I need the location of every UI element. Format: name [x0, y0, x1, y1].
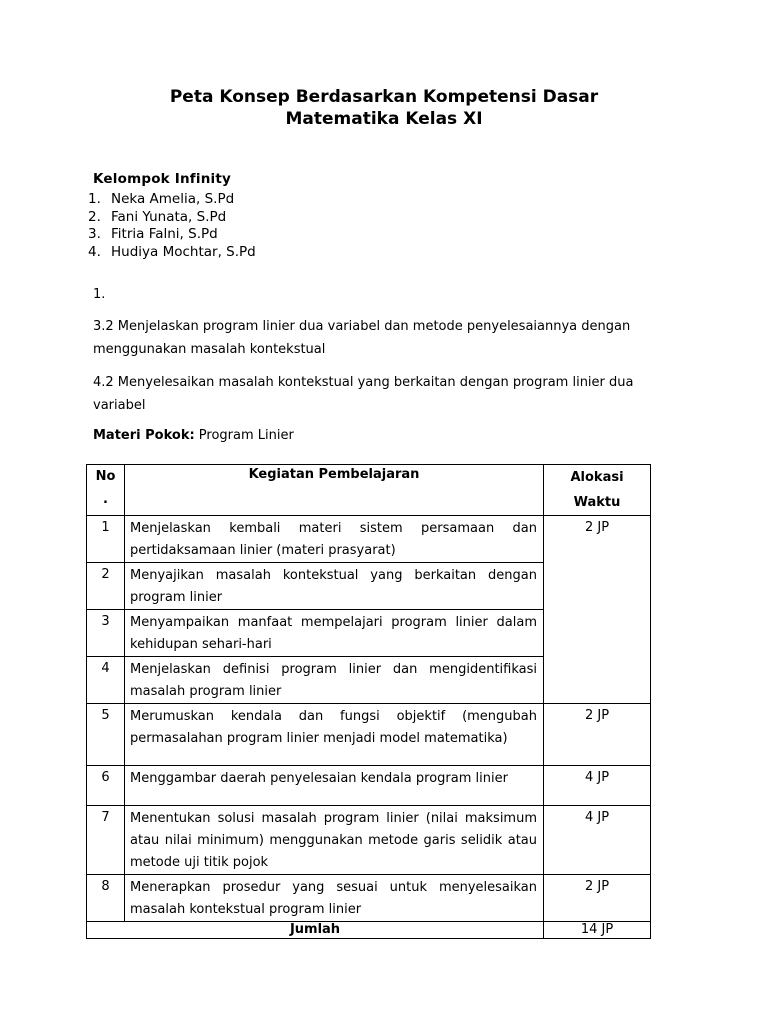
materi-pokok	[93, 428, 294, 443]
table-row	[87, 806, 651, 875]
activity-text: Menerapkan prosedur yang sesuai untuk menyelesaikan masalah kontekstual program linier	[130, 880, 537, 917]
member-item	[88, 226, 256, 244]
allocation-cell	[544, 766, 651, 806]
table-row	[87, 766, 651, 806]
row-number: 7	[101, 810, 110, 825]
row-number-cell	[87, 875, 125, 922]
activity-text: Menggambar daerah penyelesaian kendala program linier	[130, 771, 508, 786]
member-number: 2.	[88, 208, 101, 225]
activity-text: Menentukan solusi masalah program linier (nilai maksimum atau nilai minimum) menggunakan metode garis selidik atau metode uji titik pojok	[130, 811, 537, 870]
member-number: 1.	[88, 191, 101, 207]
member-name: Fitria Falni, S.Pd	[111, 226, 218, 242]
table-total-row	[87, 922, 651, 939]
activity-text: Menyajikan masalah kontekstual yang berkaitan dengan program linier	[130, 568, 537, 605]
table-header-row	[87, 465, 651, 516]
kd-4-2-text: 4.2 Menyelesaikan masalah kontekstual yang berkaitan dengan program linier dua variabel	[93, 375, 634, 413]
activity-text: Menjelaskan kembali materi sistem persamaan dan pertidaksamaan linier (materi prasyarat)	[130, 521, 537, 558]
allocation-cell	[544, 704, 651, 766]
title-line-2: Matematika Kelas XI	[285, 109, 483, 129]
activity-cell	[125, 704, 544, 766]
allocation-value: 2 JP	[584, 520, 610, 535]
header-no-text: No .	[95, 469, 116, 507]
group-name: Kelompok Infinity	[93, 171, 231, 187]
member-name: Hudiya Mochtar, S.Pd	[111, 243, 256, 260]
total-label-cell	[87, 922, 544, 939]
member-name: Neka Amelia, S.Pd	[111, 191, 235, 207]
materi-label: Materi Pokok:	[93, 428, 195, 443]
row-number: 1	[101, 520, 110, 535]
row-number-cell	[87, 806, 125, 875]
row-number-cell	[87, 657, 125, 704]
row-number-cell	[87, 766, 125, 806]
document-title	[0, 86, 768, 130]
row-number: 5	[101, 708, 110, 723]
member-name: Fani Yunata, S.Pd	[111, 208, 227, 225]
kd-number: 1.	[93, 287, 106, 302]
member-number: 4.	[88, 243, 101, 260]
title-line-1: Peta Konsep Berdasarkan Kompetensi Dasar	[169, 87, 599, 107]
member-list	[88, 191, 256, 261]
table-row	[87, 704, 651, 766]
row-number-cell	[87, 610, 125, 657]
row-number: 2	[101, 567, 110, 582]
table-row	[87, 875, 651, 922]
total-label: Jumlah	[289, 922, 341, 937]
member-item	[88, 244, 256, 262]
activity-cell	[125, 766, 544, 806]
header-no	[87, 465, 125, 516]
kd-3-2-text: 3.2 Menjelaskan program linier dua variabel dan metode penyelesaiannya dengan menggunakan masalah kontekstual	[93, 319, 631, 357]
row-number: 4	[101, 661, 110, 676]
row-number-cell	[87, 516, 125, 563]
allocation-value: 4 JP	[584, 810, 610, 825]
activity-text: Merumuskan kendala dan fungsi objektif (mengubah permasalahan program linier menjadi model matematika)	[130, 709, 537, 746]
row-number: 8	[101, 879, 110, 894]
allocation-value: 4 JP	[584, 770, 610, 785]
activity-cell	[125, 806, 544, 875]
allocation-cell	[544, 806, 651, 875]
allocation-value: 2 JP	[584, 708, 610, 723]
header-activity	[125, 465, 544, 516]
allocation-value: 2 JP	[584, 879, 610, 894]
activity-cell	[125, 657, 544, 704]
total-value-cell	[544, 922, 651, 939]
activity-text: Menyampaikan manfaat mempelajari program linier dalam kehidupan sehari-hari	[130, 615, 537, 652]
member-item	[88, 191, 256, 209]
activity-cell	[125, 875, 544, 922]
header-allocation-text: Alokasi Waktu	[570, 470, 624, 510]
allocation-cell	[544, 516, 651, 704]
allocation-cell	[544, 875, 651, 922]
row-number-cell	[87, 704, 125, 766]
header-allocation	[544, 465, 651, 516]
member-number: 3.	[88, 226, 101, 242]
header-activity-text: Kegiatan Pembelajaran	[248, 467, 420, 482]
row-number: 3	[101, 614, 110, 629]
activity-cell	[125, 516, 544, 563]
activity-table	[86, 464, 651, 939]
member-item	[88, 209, 256, 227]
activity-text: Menjelaskan definisi program linier dan mengidentifikasi masalah program linier	[130, 662, 537, 699]
activity-cell	[125, 563, 544, 610]
table-row	[87, 516, 651, 563]
materi-value: Program Linier	[194, 428, 294, 443]
row-number: 6	[101, 770, 110, 785]
row-number-cell	[87, 563, 125, 610]
total-value: 14 JP	[580, 922, 614, 937]
activity-cell	[125, 610, 544, 657]
